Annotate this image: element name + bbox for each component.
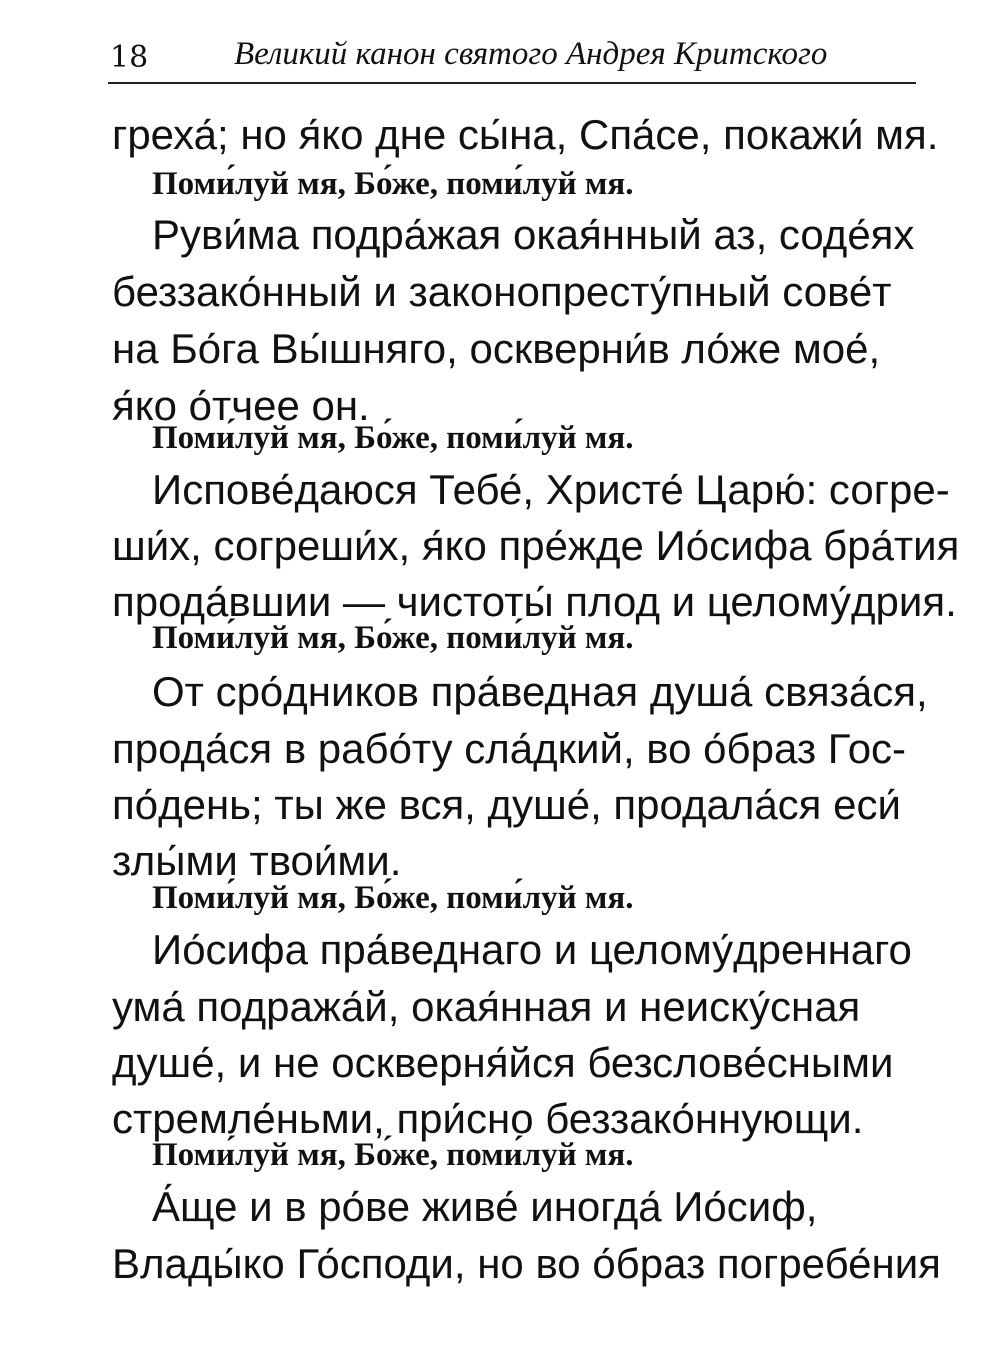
page-number: 18 — [110, 40, 149, 75]
text-line: злы́ми твои́ми. — [112, 837, 402, 884]
running-title: Великий канон святого Андрея Критского — [234, 36, 828, 72]
text-line: прода́ся в рабо́ту сла́дкий, во о́браз Гос- — [112, 725, 907, 772]
page-header — [108, 30, 916, 84]
text-line: по́день; ты же вся, душе́, продала́ся еси́ — [112, 781, 901, 828]
refrain-line: Поми́луй мя, Бо́же, поми́луй мя. — [152, 166, 634, 202]
text-line: греха́; но я́ко дне сы́на, Спа́се, покажи́ мя. — [112, 111, 939, 158]
text-line: От сро́дников пра́ведная душа́ связа́ся, — [152, 668, 928, 715]
text-line: Ио́сифа пра́веднаго и целому́дреннаго — [152, 926, 912, 973]
text-line: стремле́ньми, при́сно беззако́ннующи. — [112, 1095, 864, 1142]
text-line: А́ще и в ро́ве живе́ иногда́ Ио́сиф, — [152, 1183, 818, 1230]
refrain-line: Поми́луй мя, Бо́же, поми́луй мя. — [152, 420, 634, 456]
refrain-line: Поми́луй мя, Бо́же, поми́луй мя. — [152, 880, 634, 916]
text-line: на Бо́га Вы́шняго, оскверни́в ло́же мое́, — [112, 325, 881, 372]
text-line: ши́х, согреши́х, я́ко пре́жде Ио́сифа бра́тия — [112, 522, 960, 569]
text-line: Руви́ма подра́жая окая́нный аз, соде́ях — [152, 211, 915, 258]
text-line: Испове́даюся Тебе́, Христе́ Царю́: согре- — [152, 466, 950, 513]
text-line: ума́ подража́й, окая́нная и неиску́сная — [112, 983, 861, 1030]
refrain-line: Поми́луй мя, Бо́же, поми́луй мя. — [152, 1137, 634, 1173]
text-line: беззако́нный и законопресту́пный сове́т — [112, 268, 892, 315]
text-line: Влады́ко Го́споди, но во о́браз погребе́ния — [112, 1240, 941, 1287]
refrain-line: Поми́луй мя, Бо́же, поми́луй мя. — [152, 620, 634, 656]
text-line: я́ко о́тчее он. — [112, 382, 370, 429]
text-line: душе́, и не оскверня́йся безслове́сными — [112, 1039, 894, 1086]
text-line: прода́вшии — чистоты́ плод и целому́дрия. — [112, 578, 957, 625]
